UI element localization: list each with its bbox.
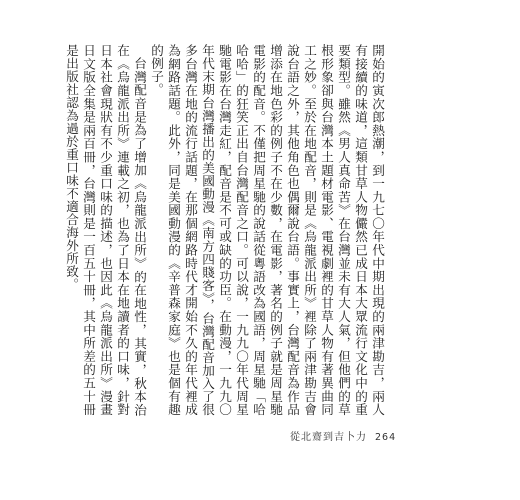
page-number: 264 — [375, 432, 397, 443]
paragraph-2: 台灣配音是為了增加《烏龍派出所》的在地性，其實，秋本治在《烏龍派出所》連載之初，也為了日本在地讀者的口味，針對日本社會現狀有不少重口味的描述，也因此《烏龍派出所》漫畫日文版全集是兩百冊，台灣則是一百五十冊，其中所差的五十冊是出版社認為過於重口味不適合海外所致。 — [64, 44, 147, 416]
running-title: 從北齋到吉卜力 — [290, 432, 367, 443]
vertical-text-block — [64, 44, 386, 416]
paragraph-1: 開始的寅次郎熱潮，到一九七〇年代中期出現的兩津勘吉，兩人有接續的味道，這類甘草人物儼然已成日本大眾流行文化中的重要類型。雖然《男人真命苦》在台灣並未有大人氣，但他們的草根形象卻與台灣本土題材電影、電視劇裡的甘草人物有著異曲同工之妙。至於在地配音，則是《烏龍派出所》裡除了兩津勘吉會說台語之外，其他角色也偶爾說台語。事實上，台灣配音為作品增添在地色彩的例子不在少數，在電影，著名的例子就是周星馳電影的配音。不僅把周星馳的說話從粵語改為國語，周星馳「哈哈哈」的狂笑正出自台灣配音之口。可以說，一九九〇年代周星馳電影在台灣走紅，配音是不可或缺的功臣。在動漫，一九九〇年代末期台灣播出的美國動漫《南方四賤客》，台灣配音加入了很多台灣在地的流行話題，在那個網路時代才開始不久的年代裡成為網路話題。此外，同是美國動漫的《辛普森家庭》也是個有趣的例子。 — [149, 44, 385, 416]
page-footer — [290, 428, 396, 443]
